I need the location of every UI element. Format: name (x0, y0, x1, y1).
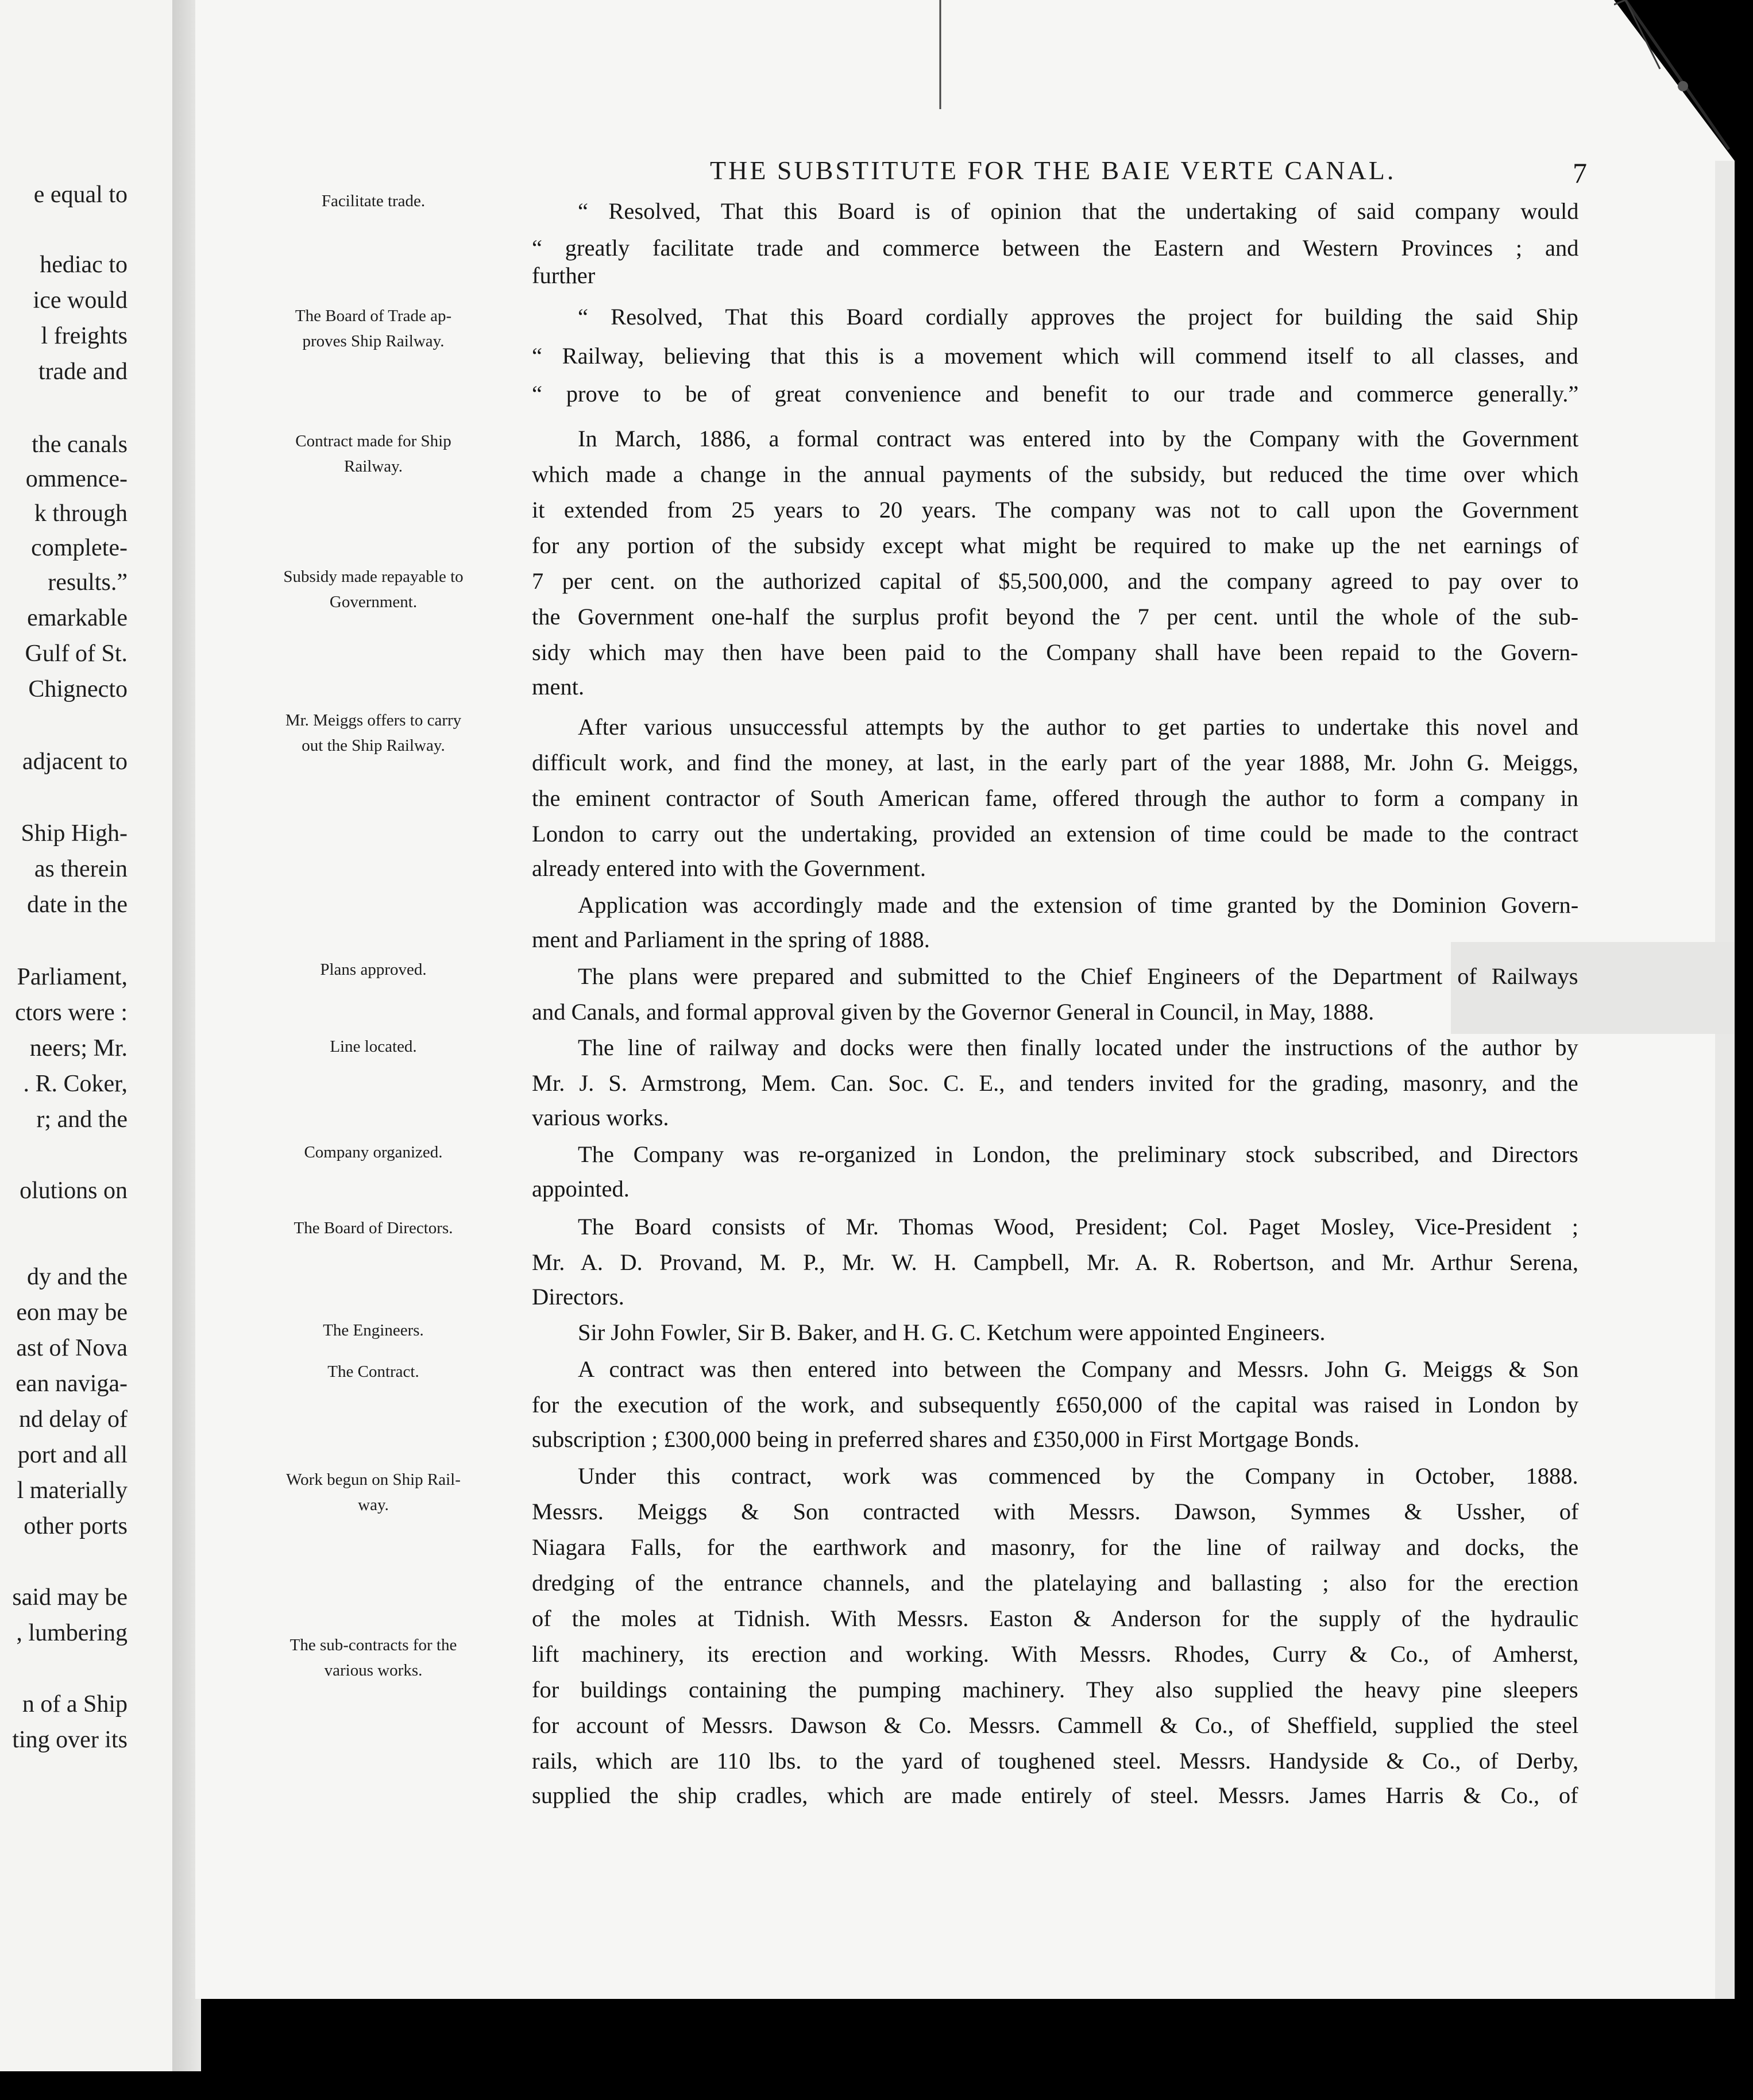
body-line: which made a change in the annual payments of the subsidy, but reduced the time over which (532, 461, 1579, 487)
body-line: “ Railway, believing that this is a movement which will commend itself to all classes, and (532, 343, 1578, 369)
body-line: the Government one-half the surplus profit beyond the 7 per cent. until the whole of the sub- (532, 604, 1579, 630)
left-page-text-fragment: neers; Mr. (29, 1035, 128, 1061)
marginal-note (241, 303, 505, 354)
left-page-text-fragment: ctors were : (15, 999, 128, 1026)
left-page-text-fragment: ast of Nova (16, 1335, 128, 1361)
left-page-text-fragment: l freights (41, 323, 128, 349)
body-line: Messrs. Meiggs & Son contracted with Messrs. Dawson, Symmes & Ussher, of (532, 1499, 1579, 1524)
left-page-text-fragment: trade and (38, 358, 128, 385)
marginal-note-line: various works. (324, 1661, 423, 1680)
left-page-text-fragment: date in the (27, 891, 128, 918)
left-page-text-fragment: olutions on (20, 1178, 128, 1204)
body-line: for any portion of the subsidy except what might be required to make up the net earnings of (532, 532, 1579, 558)
body-line: supplied the ship cradles, which are made entirely of steel. Messrs. James Harris & Co., of (532, 1782, 1578, 1808)
marginal-note (241, 564, 505, 615)
left-page-text-fragment: , lumbering (16, 1620, 128, 1646)
body-line: the eminent contractor of South American fame, offered through the author to form a company in (532, 785, 1578, 811)
left-page-text-fragment: the canals (32, 431, 128, 458)
body-line: 7 per cent. on the authorized capital of $5,500,000, and the company agreed to pay over to (532, 568, 1579, 594)
body-line: The Company was re-organized in London, the preliminary stock subscribed, and Directors (578, 1141, 1578, 1167)
marginal-note-line: The Engineers. (323, 1321, 424, 1339)
marginal-note (241, 188, 505, 214)
body-line: Mr. J. S. Armstrong, Mem. Can. Soc. C. E., and tenders invited for the grading, masonry, and the (532, 1070, 1578, 1096)
left-page-text-fragment: dy and the (27, 1264, 128, 1290)
marginal-note (241, 1359, 505, 1384)
body-line: of the moles at Tidnish. With Messrs. Easton & Anderson for the supply of the hydraulic (532, 1605, 1579, 1631)
marginal-note (241, 957, 505, 982)
body-line: “ prove to be of great convenience and benefit to our trade and commerce generally.” (532, 381, 1579, 407)
marginal-note-line: The sub-contracts for the (289, 1636, 457, 1654)
left-page-text-fragment: Parliament, (17, 964, 128, 990)
left-page-text-fragment: port and all (17, 1442, 128, 1468)
marginal-note (241, 1318, 505, 1343)
marginal-note-line: Government. (329, 593, 418, 611)
left-page-text-fragment: Gulf of St. (25, 640, 128, 667)
body-line: “ greatly facilitate trade and commerce between the Eastern and Western Provinces ; and (532, 235, 1579, 261)
body-line: The Board consists of Mr. Thomas Wood, President; Col. Paget Mosley, Vice-President ; (578, 1214, 1579, 1240)
left-page-text-fragment: l materially (17, 1477, 128, 1504)
body-line: ment. (532, 674, 585, 700)
body-line: Mr. A. D. Provand, M. P., Mr. W. H. Campbell, Mr. A. R. Robertson, and Mr. Arthur Serena, (532, 1249, 1578, 1275)
marginal-note-line: Plans approved. (320, 960, 427, 979)
marginal-note-line: Work begun on Ship Rail- (286, 1470, 461, 1489)
body-line: already entered into with the Government. (532, 855, 926, 881)
left-page-text-fragment: nd delay of (19, 1406, 128, 1433)
body-line: subscription ; £300,000 being in preferred shares and £350,000 in First Mortgage Bonds. (532, 1426, 1360, 1452)
marginal-note-line: Mr. Meiggs offers to carry (285, 711, 462, 729)
body-line: The line of railway and docks were then finally located under the instructions of the author by (578, 1034, 1578, 1060)
marginal-note-line: proves Ship Railway. (302, 332, 445, 350)
left-page-text-fragment: said may be (12, 1584, 128, 1611)
marginal-note-line: Railway. (343, 457, 403, 476)
left-page-text-fragment: ean naviga- (16, 1371, 128, 1397)
marginal-note (241, 1034, 505, 1059)
left-page-text-fragment: other ports (24, 1513, 128, 1539)
left-page-text-fragment: r; and the (36, 1106, 128, 1133)
body-line: Application was accordingly made and the extension of time granted by the Dominion Govern- (578, 892, 1579, 918)
body-line: and Canals, and formal approval given by the Governor General in Council, in May, 1888. (532, 999, 1374, 1025)
body-line: further (532, 262, 596, 288)
body-line: In March, 1886, a formal contract was entered into by the Company with the Government (578, 426, 1579, 451)
left-page-text-fragment: ting over its (12, 1727, 128, 1753)
marginal-note (241, 1215, 505, 1241)
page-number: 7 (1573, 157, 1587, 189)
left-page-text-fragment: Chignecto (28, 676, 128, 702)
body-line: Under this contract, work was commenced by the Company in October, 1888. (578, 1463, 1578, 1489)
body-line: various works. (532, 1105, 669, 1130)
marginal-note-line: Facilitate trade. (321, 192, 426, 210)
marginal-note-line: out the Ship Railway. (302, 736, 445, 755)
left-page-fragment (0, 0, 172, 2071)
body-line: difficult work, and find the money, at last, in the early part of the year 1888, Mr. John G. Meiggs, (532, 750, 1578, 775)
body-line: Directors. (532, 1284, 624, 1310)
body-line: The plans were prepared and submitted to the Chief Engineers of the Department of Railways (578, 963, 1578, 989)
marginal-note-line: way. (358, 1496, 389, 1514)
body-line: rails, which are 110 lbs. to the yard of toughened steel. Messrs. Handyside & Co., of Derby, (532, 1748, 1579, 1774)
left-page-text-fragment: as therein (34, 856, 128, 882)
body-line: for buildings containing the pumping machinery. They also supplied the heavy pine sleepers (532, 1677, 1578, 1703)
marginal-note-line: Subsidy made repayable to (283, 568, 464, 586)
body-line: “ Resolved, That this Board cordially approves the project for building the said Ship (578, 304, 1578, 330)
body-line: ment and Parliament in the spring of 1888. (532, 927, 930, 952)
left-page-text-fragment: complete- (31, 535, 128, 561)
marginal-note (241, 429, 505, 479)
body-line: lift machinery, its erection and working. With Messrs. Rhodes, Curry & Co., of Amherst, (532, 1641, 1579, 1667)
left-page-text-fragment: n of a Ship (22, 1691, 128, 1717)
body-line: appointed. (532, 1176, 630, 1202)
marginal-note (241, 708, 505, 758)
left-page-text-fragment: eon may be (16, 1299, 128, 1326)
body-line: “ Resolved, That this Board is of opinion that the undertaking of said company would (578, 198, 1579, 224)
marginal-note (241, 1140, 505, 1165)
left-page-text-fragment: results.” (48, 569, 128, 596)
marginal-note (241, 1467, 505, 1518)
left-page-text-fragment: ommence- (25, 466, 128, 492)
left-page-text-fragment: ice would (33, 287, 128, 314)
left-page-text-fragment: k through (34, 500, 128, 527)
running-head: THE SUBSTITUTE FOR THE BAIE VERTE CANAL. (710, 156, 1396, 185)
left-page-text-fragment: emarkable (27, 605, 128, 631)
body-line: for account of Messrs. Dawson & Co. Messrs. Cammell & Co., of Sheffield, supplied the steel (532, 1712, 1579, 1738)
body-line: sidy which may then have been paid to the Company shall have been repaid to the Govern- (532, 639, 1578, 665)
marginal-note-line: The Board of Directors. (294, 1219, 453, 1237)
body-line: London to carry out the undertaking, provided an extension of time could be made to the contract (532, 821, 1578, 847)
marginal-note-line: The Board of Trade ap- (295, 307, 452, 325)
marginal-note-line: Company organized. (304, 1143, 443, 1161)
left-page-text-fragment: hediac to (40, 252, 128, 278)
body-line: A contract was then entered into between the Company and Messrs. John G. Meiggs & Son (578, 1356, 1579, 1382)
body-line: dredging of the entrance channels, and the platelaying and ballasting ; also for the erection (532, 1570, 1579, 1596)
page-crease (936, 0, 944, 115)
left-page-text-fragment: e equal to (33, 182, 128, 208)
marginal-note (241, 1632, 505, 1683)
body-line: Sir John Fowler, Sir B. Baker, and H. G. C. Ketchum were appointed Engineers. (578, 1319, 1326, 1345)
marginal-note-line: Line located. (330, 1037, 417, 1056)
body-line: After various unsuccessful attempts by the author to get parties to undertake this novel and (578, 714, 1579, 740)
body-line: it extended from 25 years to 20 years. The company was not to call upon the Government (532, 497, 1579, 523)
marginal-note-line: Contract made for Ship (295, 432, 451, 450)
left-page-text-fragment: . R. Coker, (23, 1071, 128, 1097)
folded-corner (1614, 0, 1735, 161)
body-line: Niagara Falls, for the earthwork and masonry, for the line of railway and docks, the (532, 1534, 1579, 1560)
marginal-note-line: The Contract. (327, 1362, 419, 1381)
left-page-text-fragment: Ship High- (21, 820, 128, 847)
body-line: for the execution of the work, and subsequently £650,000 of the capital was raised in London by (532, 1392, 1579, 1418)
left-page-text-fragment: adjacent to (22, 748, 128, 775)
